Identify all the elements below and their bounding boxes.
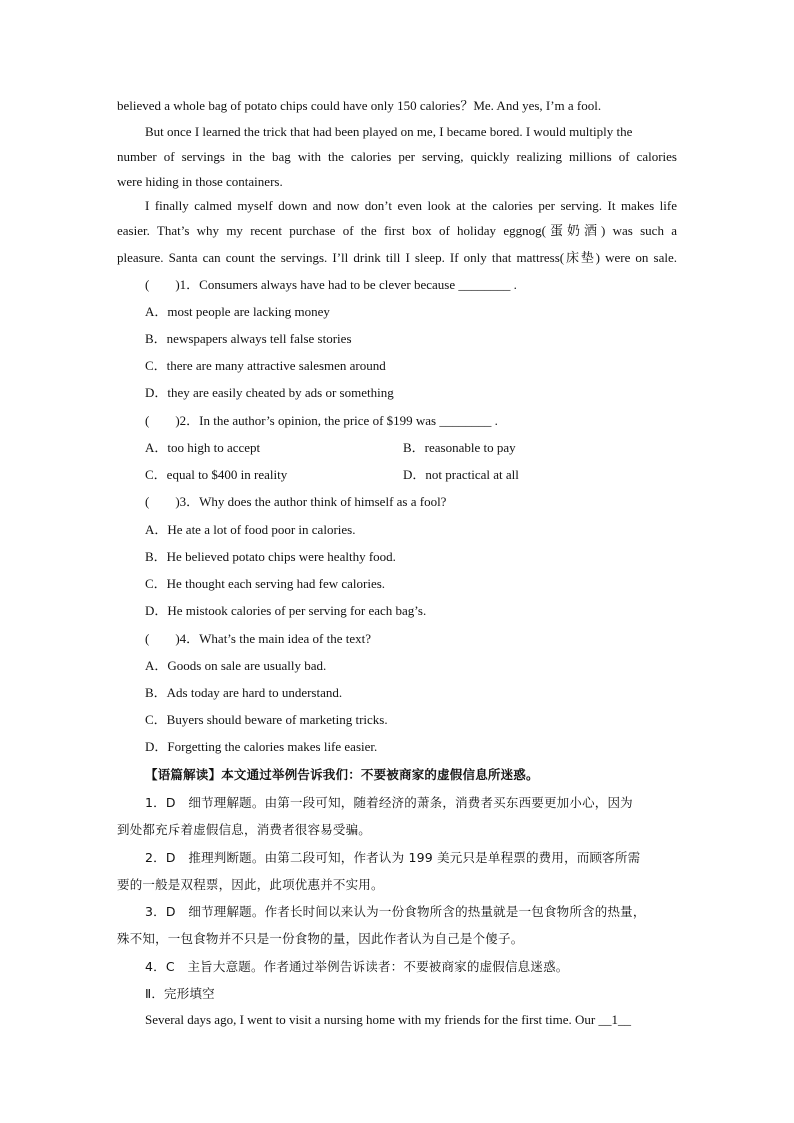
question-4-option-d: D．Forgetting the calories makes life easier. [145,739,378,754]
question-4-option-b: B．Ads today are hard to understand. [145,685,343,700]
question-2-stem: ( )2．In the author’s opinion, the price of $199 was ________ . [145,413,498,428]
passage-line-5: I finally calmed myself down and now don’t even look at the calories per serving. It makes life [145,198,677,213]
section-2-intro [145,1011,677,1028]
question-1-option-b: B．newspapers always tell false stories [145,331,352,346]
passage-line-2: But once I learned the trick that had been played on me, I became bored. I would multiply the [145,124,633,139]
question-2-option-c: C．equal to $400 in reality [145,467,288,482]
analysis-line-6: 殊不知，一包食物并不只是一份食物的量，因此作者认为自己是个傻子。 [117,931,524,946]
passage-line-6: easier. That’s why my recent purchase of the first box of holiday eggnog(蛋奶酒) was such a [117,223,677,238]
analysis-line-5: 3．D 细节理解题。作者长时间以来认为一份食物所含的热量就是一包食物所含的热量， [145,904,646,919]
analysis-line-4: 要的一般是双程票，因此，此项优惠并不实用。 [117,877,384,892]
question-1-stem: ( )1．Consumers always have had to be clever because ________ . [145,277,517,292]
section-2-intro-text: Several days ago, I went to visit a nursing home with my friends for the first time. Our [145,1012,596,1027]
passage-line-1: believed a whole bag of potato chips could have only 150 calories？Me. And yes, I’m a fool. [117,98,602,113]
passage-line-7: pleasure. Santa can count the servings. I’ll drink till I sleep. If only that mattress(床垫) were on sale. [117,250,677,265]
blank-1: __1__ [598,1012,631,1027]
passage-line-4: were hiding in those containers. [117,174,283,189]
passage-line-3: number of servings in the bag with the calories per serving, quickly realizing millions of calories [117,149,677,164]
question-3-option-c: C．He thought each serving had few calories. [145,576,386,591]
question-2-option-d: D．not practical at all [403,467,519,482]
question-1-option-d: D．they are easily cheated by ads or something [145,385,394,400]
question-4-option-c: C．Buyers should beware of marketing tricks. [145,712,388,727]
question-2-option-b: B．reasonable to pay [403,440,516,455]
analysis-line-1: 1．D 细节理解题。由第一段可知，随着经济的萧条，消费者买东西要更加小心，因为 [145,795,633,810]
analysis-line-3: 2．D 推理判断题。由第二段可知，作者认为 199 美元只是单程票的费用，而顾客所需 [145,850,641,865]
section-2-heading: Ⅱ．完形填空 [145,986,215,1001]
question-4-stem: ( )4．What’s the main idea of the text? [145,631,371,646]
question-3-option-a: A．He ate a lot of food poor in calories. [145,522,356,537]
question-4-option-a: A．Goods on sale are usually bad. [145,658,327,673]
question-1-option-a: A．most people are lacking money [145,304,330,319]
question-1-option-c: C．there are many attractive salesmen around [145,358,386,373]
question-3-option-d: D．He mistook calories of per serving for each bag’s. [145,603,427,618]
analysis-line-2: 到处都充斥着虚假信息，消费者很容易受骗。 [117,822,372,837]
question-3-stem: ( )3．Why does the author think of himself as a fool? [145,494,447,509]
analysis-line-7: 4．C 主旨大意题。作者通过举例告诉读者：不要被商家的虚假信息迷惑。 [145,959,569,974]
analysis-heading: 【语篇解读】本文通过举例告诉我们：不要被商家的虚假信息所迷惑。 [145,767,539,782]
question-2-option-a: A．too high to accept [145,440,261,455]
question-3-option-b: B．He believed potato chips were healthy food. [145,549,396,564]
